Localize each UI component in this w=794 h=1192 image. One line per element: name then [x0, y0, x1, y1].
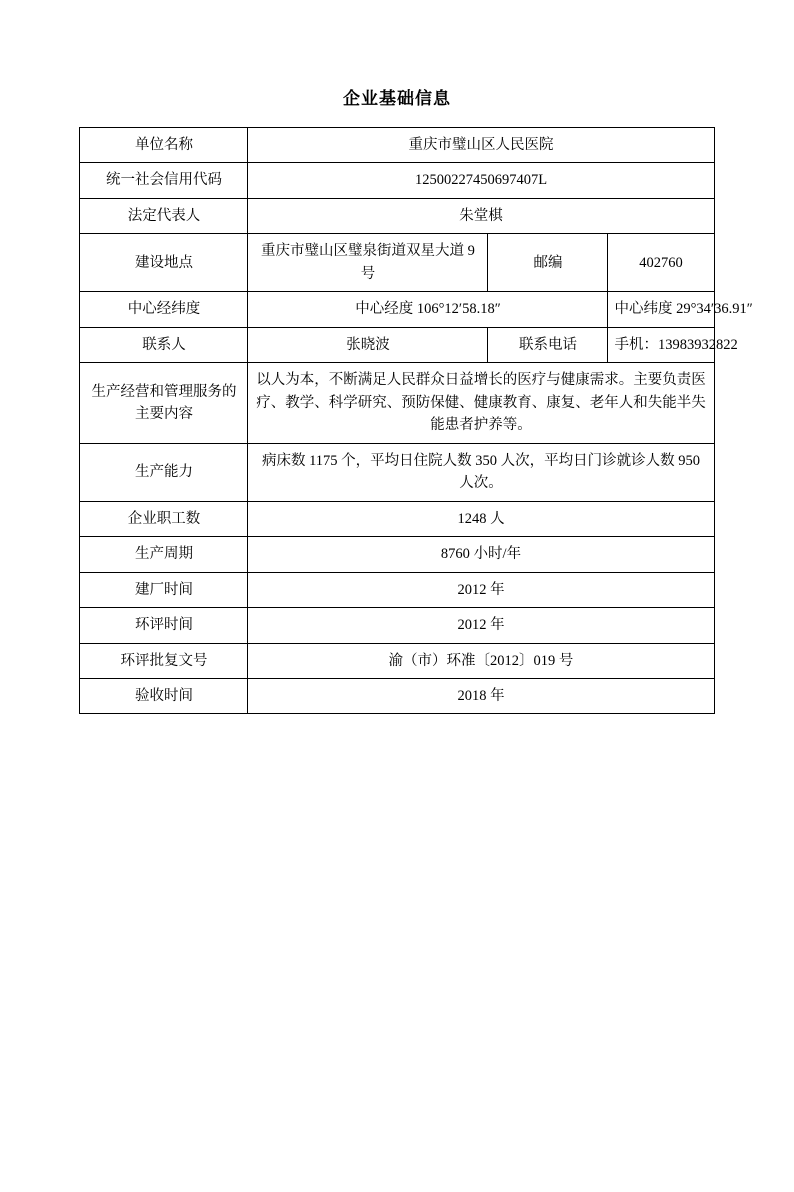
row-label-legal-representative: 法定代表人 [80, 198, 248, 233]
row-value-legal-representative: 朱堂棋 [248, 198, 714, 233]
row-value-construction-site: 重庆市璧山区璧泉街道双星大道 9 号 [248, 234, 488, 292]
row-label-acceptance-time: 验收时间 [80, 678, 248, 713]
row-label-credit-code: 统一社会信用代码 [80, 163, 248, 198]
row-value-factory-built-time: 2012 年 [248, 572, 714, 607]
row-label-employee-count: 企业职工数 [80, 501, 248, 536]
table-row [80, 128, 714, 163]
row-label-eia-time: 环评时间 [80, 608, 248, 643]
row-label-main-business: 生产经营和管理服务的主要内容 [80, 363, 248, 443]
table-row [80, 234, 714, 292]
row-label-contact-person: 联系人 [80, 327, 248, 362]
table-row [80, 363, 714, 443]
page-title: 企业基础信息 [343, 89, 451, 108]
row-value-eia-approval-number: 渝（市）环准〔2012〕019 号 [248, 643, 714, 678]
row-label-production-capacity: 生产能力 [80, 443, 248, 501]
row-label-factory-built-time: 建厂时间 [80, 572, 248, 607]
row-label-production-cycle: 生产周期 [80, 537, 248, 572]
table-row [80, 572, 714, 607]
table-row [80, 608, 714, 643]
row-value-contact-person: 张晓波 [248, 327, 488, 362]
row-label-construction-site: 建设地点 [80, 234, 248, 292]
table-row [80, 327, 714, 362]
row-label-postcode: 邮编 [488, 234, 608, 292]
table-row [80, 163, 714, 198]
table-row [80, 643, 714, 678]
row-label-eia-approval-number: 环评批复文号 [80, 643, 248, 678]
row-value-production-cycle: 8760 小时/年 [248, 537, 714, 572]
row-label-center-coordinates: 中心经纬度 [80, 292, 248, 327]
table-row [80, 292, 714, 327]
document-page [0, 84, 794, 1192]
row-label-contact-phone: 联系电话 [488, 327, 608, 362]
table-row [80, 443, 714, 501]
row-label-unit-name: 单位名称 [80, 128, 248, 163]
row-value-latitude: 中心纬度 29°34′36.91″ [608, 292, 714, 327]
table-row [80, 501, 714, 536]
row-value-employee-count: 1248 人 [248, 501, 714, 536]
row-value-unit-name: 重庆市璧山区人民医院 [248, 128, 714, 163]
table-row [80, 537, 714, 572]
row-value-postcode: 402760 [608, 234, 714, 292]
table-row [80, 678, 714, 713]
row-value-production-capacity: 病床数 1175 个，平均日住院人数 350 人次，平均日门诊就诊人数 950 人次。 [248, 443, 714, 501]
table-row [80, 198, 714, 233]
row-value-eia-time: 2012 年 [248, 608, 714, 643]
row-value-contact-phone: 手机：13983932822 [608, 327, 714, 362]
row-value-acceptance-time: 2018 年 [248, 678, 714, 713]
enterprise-info-table [79, 127, 753, 714]
row-value-longitude: 中心经度 106°12′58.18″ [248, 292, 608, 327]
row-value-credit-code: 12500227450697407L [248, 163, 714, 198]
row-value-main-business: 以人为本，不断满足人民群众日益增长的医疗与健康需求。主要负责医疗、教学、科学研究、预防保健、健康教育、康复、老年人和失能半失能患者护养等。 [248, 363, 714, 443]
